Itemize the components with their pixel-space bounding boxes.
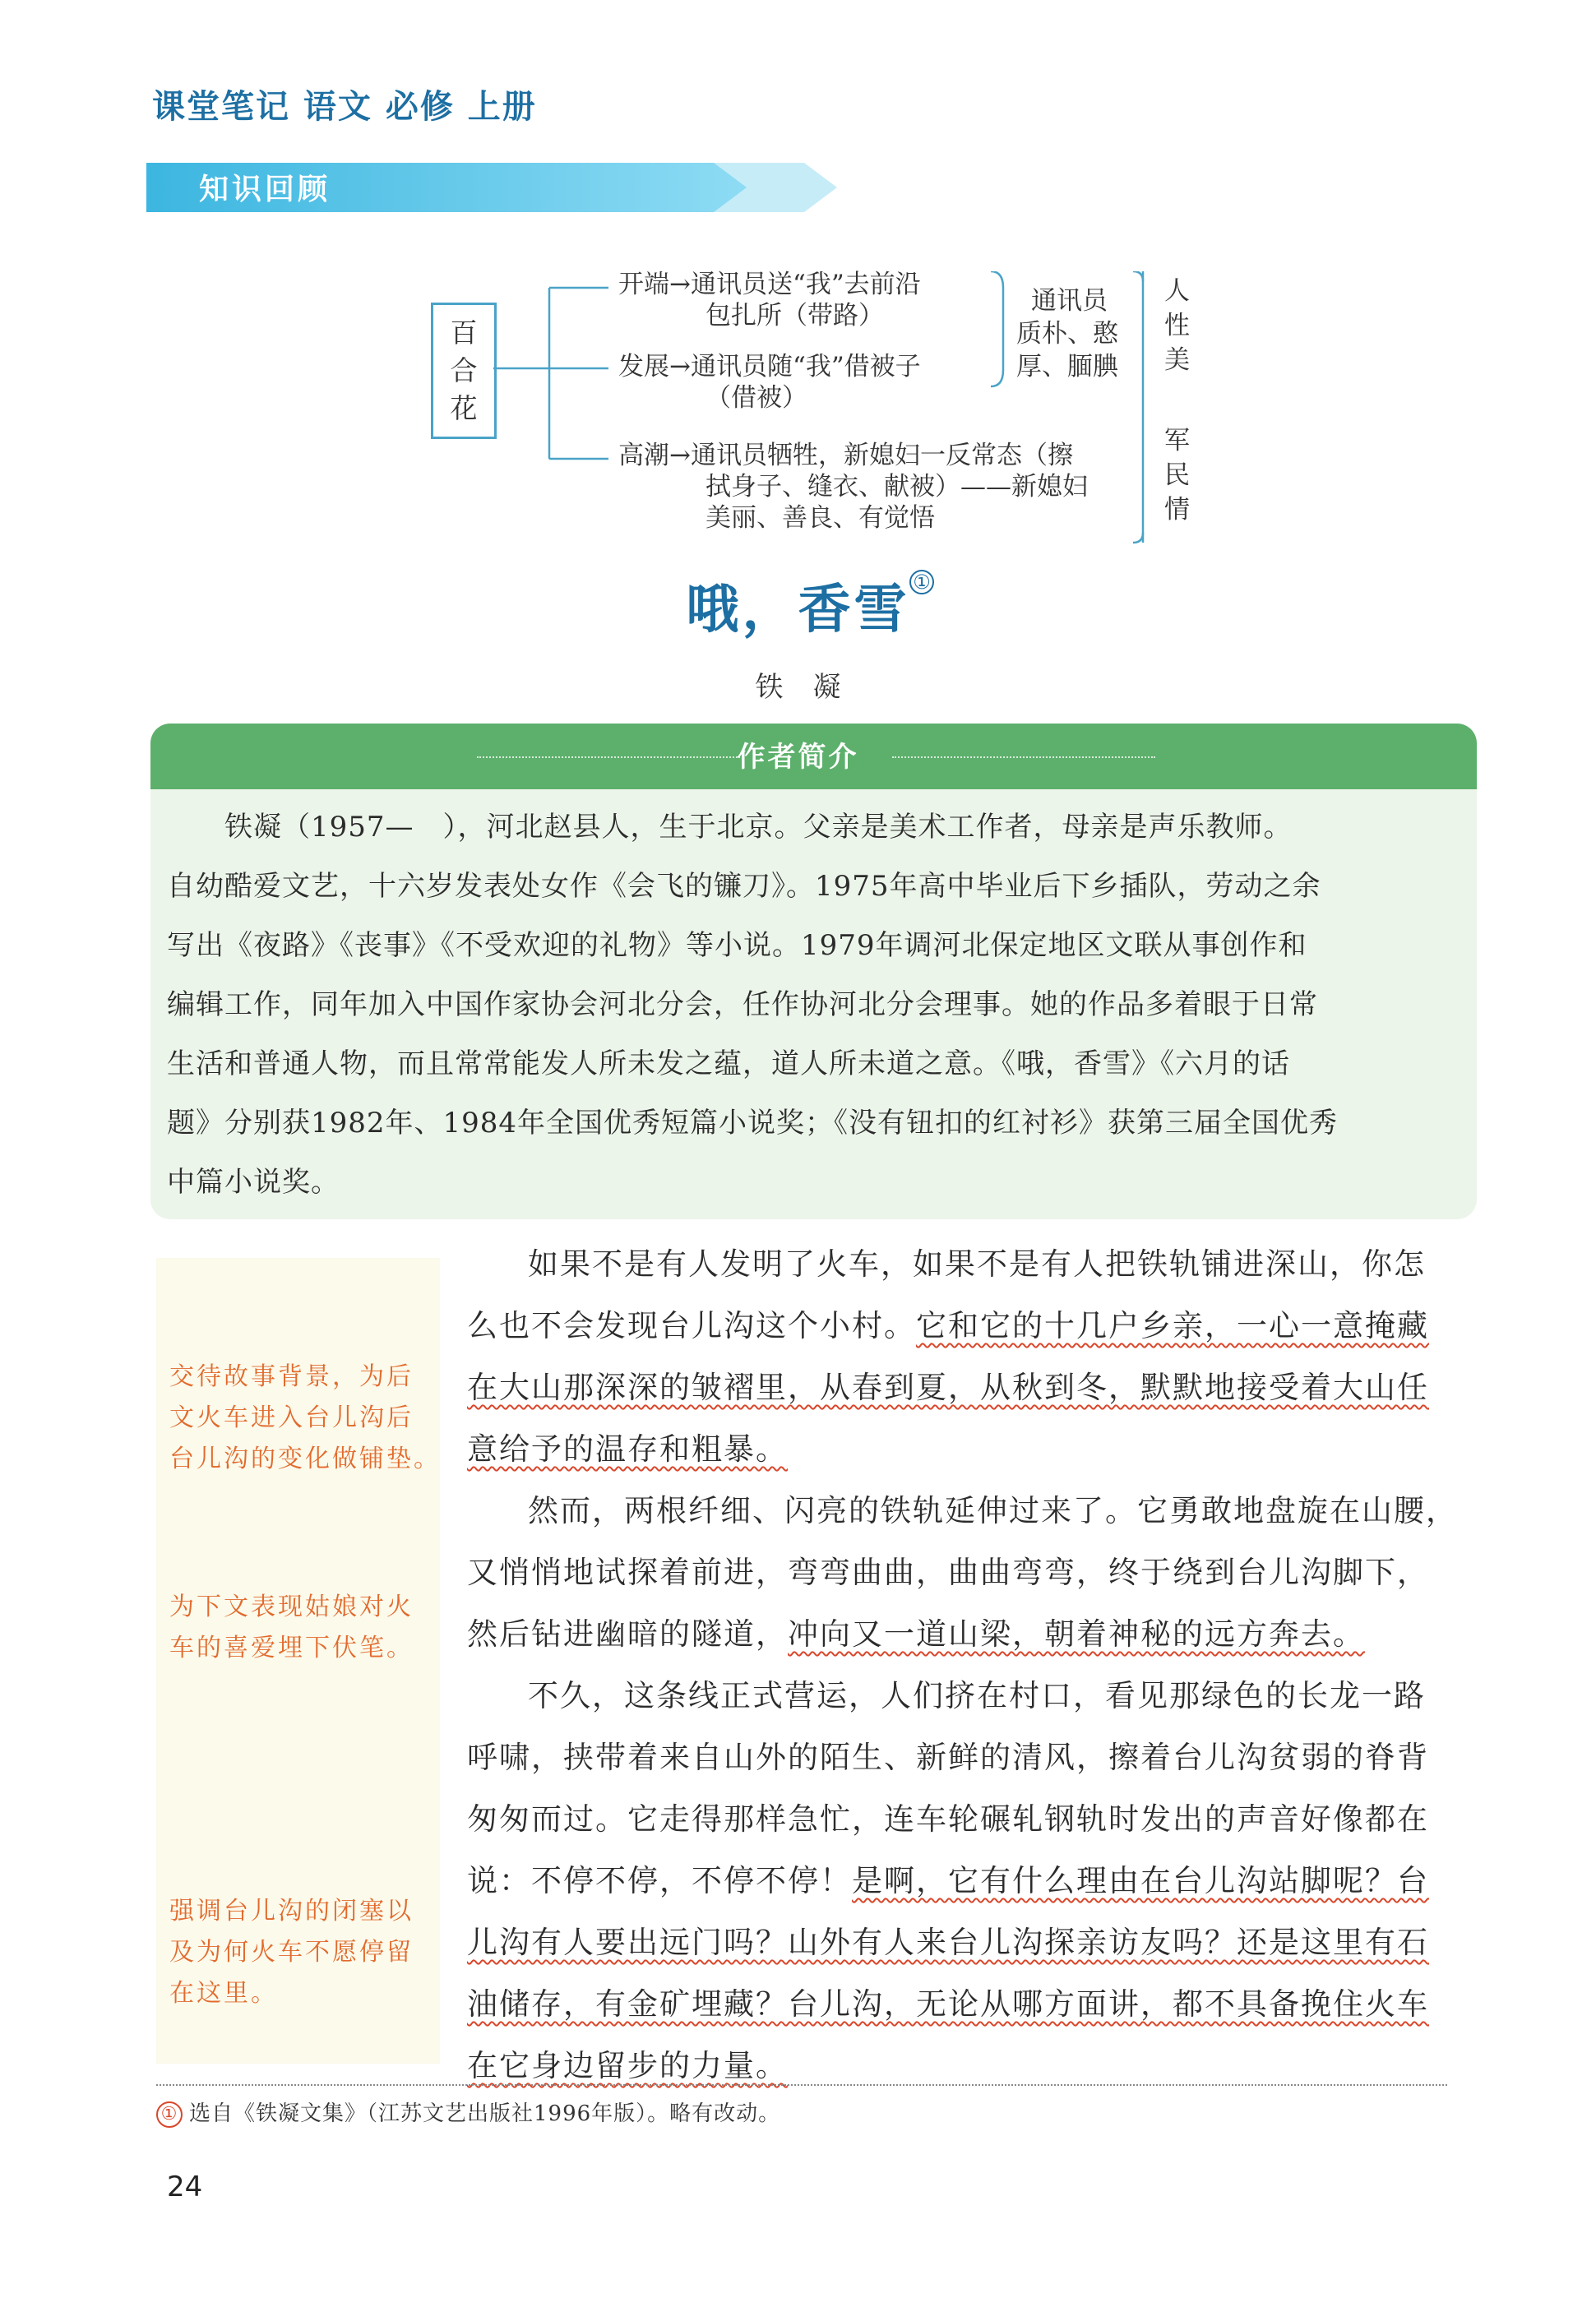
mindmap-theme-char: 民 <box>1164 460 1190 490</box>
margin-note-line: 交待故事背景，为后 <box>169 1362 414 1391</box>
mindmap-root-char: 合 <box>450 354 478 386</box>
body-line <box>467 1429 788 1470</box>
author-intro-line: 编辑工作，同年加入中国作家协会河北分会，任作协河北分会理事。她的作品多着眼于日常 <box>167 988 1318 1021</box>
mindmap-theme-char: 情 <box>1164 495 1190 525</box>
mindmap-theme-char: 美 <box>1164 345 1190 375</box>
footnote-marker: ① <box>156 2101 183 2128</box>
mindmap-trait-text: 厚、腼腆 <box>1016 352 1118 381</box>
body-line: 然而，两根纤细、闪亮的铁轨延伸过来了。它勇敢地盘旋在山腰， <box>528 1493 1458 1528</box>
highlighted-text: 冲向又一道山梁，朝着神秘的远方奔去。 <box>788 1616 1365 1652</box>
mindmap-branch-text: 开端→通讯员送“我”去前沿 <box>618 270 921 299</box>
highlighted-text: 在它身边留步的力量。 <box>467 2048 788 2083</box>
margin-note <box>169 1587 441 1669</box>
article-title: 哦，香雪 <box>686 580 910 640</box>
section-banner-label: 知识回顾 <box>199 173 331 206</box>
body-line: 如果不是有人发明了火车，如果不是有人把铁轨铺进深山，你怎 <box>528 1246 1426 1282</box>
highlighted-text: 是啊，它有什么理由在台儿沟站脚呢？台 <box>852 1863 1429 1898</box>
mindmap-branch-text: 高潮→通讯员牺牲，新媳妇一反常态（擦 <box>618 441 1073 470</box>
body-line <box>467 1861 1429 1902</box>
body-line: 不久，这条线正式营运，人们挤在村口，看见那绿色的长龙一路 <box>528 1678 1426 1713</box>
margin-note-line: 及为何火车不愿停留 <box>169 1938 414 1967</box>
mindmap-branch-text: 美丽、善良、有觉悟 <box>705 503 935 533</box>
mindmap-root-box <box>431 303 497 439</box>
mindmap-theme-char: 性 <box>1164 311 1190 340</box>
page-number: 24 <box>167 2171 203 2203</box>
footnote-divider <box>156 2084 1447 2086</box>
body-line <box>467 1922 1429 1963</box>
margin-note <box>169 1357 441 1480</box>
margin-note-line: 台儿沟的变化做铺垫。 <box>169 1445 441 1473</box>
body-line: 呼啸，挟带着来自山外的陌生、新鲜的清风，擦着台儿沟贫弱的脊背 <box>467 1740 1429 1775</box>
title-footnote-marker: ① <box>909 570 934 594</box>
footnote <box>156 2097 780 2128</box>
body-line <box>467 1984 1429 2025</box>
body-line <box>467 1306 1429 1347</box>
margin-note-line: 车的喜爱埋下伏笔。 <box>169 1634 414 1662</box>
mindmap-trait-text: 质朴、憨 <box>1016 319 1118 349</box>
highlighted-text: 油储存，有金矿埋藏？台儿沟，无论从哪方面讲，都不具备挽住火车 <box>467 1986 1429 2022</box>
body-line <box>467 1614 1365 1655</box>
body-text: 然后钻进幽暗的隧道， <box>467 1616 788 1652</box>
mindmap-branch-text: 包扎所（带路） <box>705 301 884 331</box>
mindmap-branch-text: 拭身子、缝衣、献被）——新媳妇 <box>705 472 1088 502</box>
body-text: 么也不会发现台儿沟这个小村。 <box>467 1308 916 1343</box>
mindmap-root-char: 花 <box>450 392 478 424</box>
author-intro-box <box>150 724 1477 1219</box>
highlighted-text: 它和它的十几户乡亲，一心一意掩藏 <box>916 1308 1429 1343</box>
body-line: 又悄悄地试探着前进，弯弯曲曲，曲曲弯弯，终于绕到台儿沟脚下， <box>467 1555 1429 1590</box>
body-line <box>467 2046 788 2087</box>
mindmap-branch-text: （借被） <box>705 383 807 413</box>
author-intro-line: 中篇小说奖。 <box>167 1166 340 1199</box>
margin-note <box>169 1891 441 2014</box>
author-intro-heading: 作者简介 <box>737 741 859 774</box>
margin-note-line: 文火车进入台儿沟后 <box>169 1403 414 1432</box>
body-text: 说：不停不停，不停不停！ <box>467 1863 852 1898</box>
highlighted-text: 儿沟有人要出远门吗？山外有人来台儿沟探亲访友吗？还是这里有石 <box>467 1925 1429 1960</box>
margin-note-line: 强调台儿沟的闭塞以 <box>169 1897 414 1926</box>
author-intro-line: 自幼酷爱文艺，十六岁发表处女作《会飞的镰刀》。1975年高中毕业后下乡插队，劳动之余 <box>167 870 1321 903</box>
mindmap-theme-char: 军 <box>1164 426 1190 455</box>
highlighted-text: 在大山那深深的皱褶里，从春到夏，从秋到冬，默默地接受着大山任 <box>467 1370 1429 1405</box>
mindmap-trait-text: 通讯员 <box>1031 286 1108 316</box>
mindmap-branch-text: 发展→通讯员随“我”借被子 <box>618 352 921 381</box>
author-intro-line: 写出《夜路》《丧事》《不受欢迎的礼物》等小说。1979年调河北保定地区文联从事创作和 <box>167 929 1307 962</box>
author-intro-line: 铁凝（1957— ），河北赵县人，生于北京。父亲是美术工作者，母亲是声乐教师。 <box>167 811 1293 844</box>
body-line: 匆匆而过。它走得那样急忙，连车轮碾轧钢轨时发出的声音好像都在 <box>467 1801 1429 1837</box>
margin-note-line: 为下文表现姑娘对火 <box>169 1593 414 1621</box>
body-line <box>467 1367 1429 1408</box>
margin-note-line: 在这里。 <box>169 1979 278 2008</box>
author-intro-line: 生活和普通人物，而且常常能发人所未发之蕴，道人所未道之意。《哦，香雪》《六月的话 <box>167 1047 1290 1080</box>
article-author: 铁凝 <box>755 671 871 704</box>
mindmap-theme-char: 人 <box>1164 276 1190 306</box>
author-intro-line: 题》分别获1982年、1984年全国优秀短篇小说奖；《没有钮扣的红衬衫》获第三届全国优秀 <box>167 1107 1339 1140</box>
footnote-text: 选自《铁凝文集》（江苏文艺出版社1996年版）。略有改动。 <box>189 2101 781 2126</box>
highlighted-text: 意给予的温存和粗暴。 <box>467 1431 788 1467</box>
mindmap-root-char: 百 <box>450 317 478 349</box>
book-header-title: 课堂笔记 语文 必修 上册 <box>152 88 537 126</box>
